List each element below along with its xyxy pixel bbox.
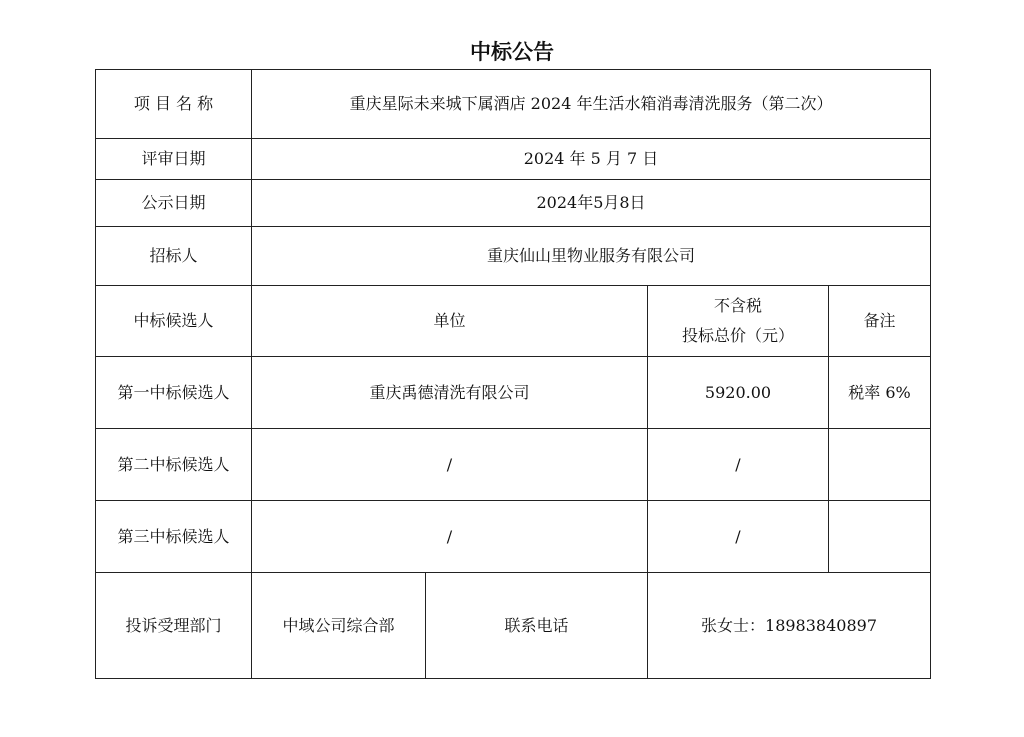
candidate-row — [96, 501, 931, 573]
row-project — [96, 70, 931, 139]
candidate-rank: 第二中标候选人 — [96, 429, 252, 501]
candidate-price: / — [648, 429, 829, 501]
review-date-label: 评审日期 — [96, 139, 252, 180]
contact-phone-value: 张女士：18983840897 — [648, 573, 931, 679]
candidate-unit: / — [252, 429, 648, 501]
publish-date-label: 公示日期 — [96, 180, 252, 227]
candidate-row — [96, 357, 931, 429]
project-name-value: 重庆星际未来城下属酒店 2024 年生活水箱消毒清洗服务（第二次） — [252, 70, 931, 139]
price-header-line1: 不含税 — [713, 296, 762, 315]
row-candidates-header — [96, 286, 931, 357]
award-notice-table — [95, 69, 931, 679]
tenderer-value: 重庆仙山里物业服务有限公司 — [252, 227, 931, 286]
row-review-date — [96, 139, 931, 180]
complaint-dept-label: 投诉受理部门 — [96, 573, 252, 679]
candidate-rank: 第三中标候选人 — [96, 501, 252, 573]
candidate-remark — [829, 429, 931, 501]
page-title: 中标公告 — [470, 40, 554, 64]
candidate-unit: / — [252, 501, 648, 573]
project-name-label: 项 目 名 称 — [96, 70, 252, 139]
tenderer-label: 招标人 — [96, 227, 252, 286]
publish-date-value: 2024年5月8日 — [252, 180, 931, 227]
complaint-dept-value: 中域公司综合部 — [252, 573, 426, 679]
candidates-label: 中标候选人 — [96, 286, 252, 357]
candidate-remark — [829, 501, 931, 573]
candidate-row — [96, 429, 931, 501]
candidate-remark: 税率 6% — [829, 357, 931, 429]
price-header-line2: 投标总价（元） — [681, 326, 794, 345]
contact-phone-label: 联系电话 — [426, 573, 648, 679]
candidate-price: / — [648, 501, 829, 573]
candidate-rank: 第一中标候选人 — [96, 357, 252, 429]
candidate-unit: 重庆禹德清洗有限公司 — [252, 357, 648, 429]
remark-header: 备注 — [829, 286, 931, 357]
unit-header: 单位 — [252, 286, 648, 357]
row-publish-date — [96, 180, 931, 227]
price-header — [648, 286, 829, 357]
review-date-value: 2024 年 5 月 7 日 — [252, 139, 931, 180]
row-tenderer — [96, 227, 931, 286]
row-complaint — [96, 573, 931, 679]
candidate-price: 5920.00 — [648, 357, 829, 429]
